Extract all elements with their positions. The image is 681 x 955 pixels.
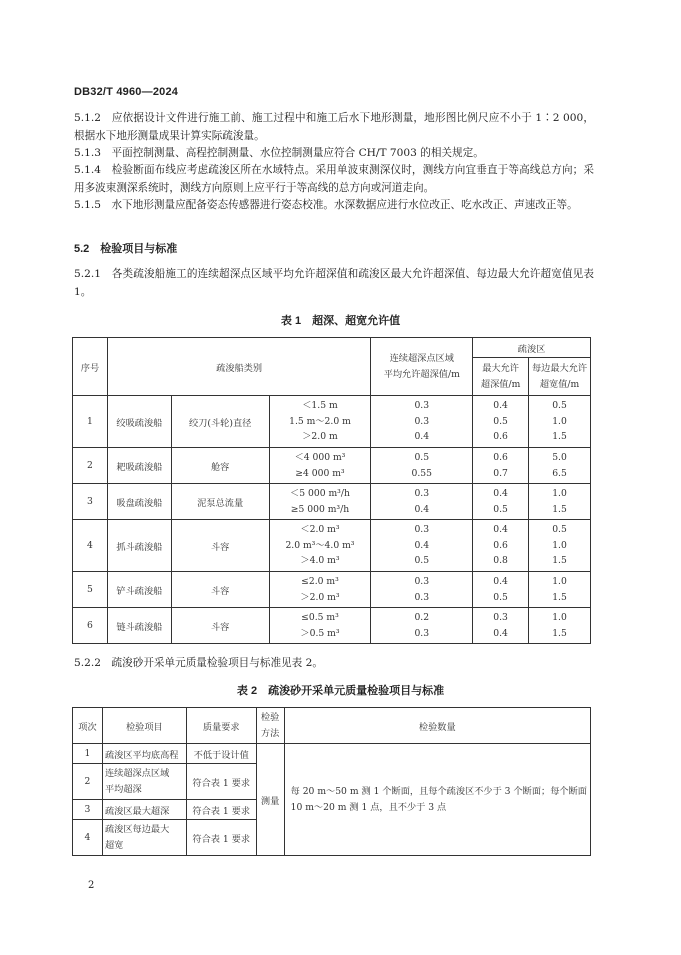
section-5-2-heading: 5.2 检验项目与标准 xyxy=(74,243,178,255)
t1-header-seq: 序号 xyxy=(73,338,108,396)
table-row: 1 绞吸疏浚船 绞刀(斗轮)直径 ＜1.5 m 1.5 m～2.0 m ＞2.0 m 0.3 0.3 0.4 0.4 0.5 0.6 0.5 1.0 1.5 xyxy=(73,396,591,448)
t2-method-cell: 测量 xyxy=(256,744,284,856)
t2-header-item: 检验项目 xyxy=(102,708,186,744)
t1-header-max-width: 每边最大允许 超宽值/m xyxy=(529,358,591,396)
table-row: 4 抓斗疏浚船 斗容 ＜2.0 m³ 2.0 m³～4.0 m³ ＞4.0 m³ 0.3 0.4 0.5 0.4 0.6 0.8 0.5 1.0 1.5 xyxy=(73,520,591,572)
t1-header-type: 疏浚船类别 xyxy=(107,338,370,396)
page-number: 2 xyxy=(88,880,95,891)
clause-5-1-5: 5.1.5 水下地形测量应配备姿态传感器进行姿态校准。水深数据应进行水位改正、吃水改正、声速改正等。 xyxy=(74,199,578,211)
table-row: 2 耙吸疏浚船 舱容 ＜4 000 m³ ≥4 000 m³ 0.5 0.55 0.6 0.7 5.0 6.5 xyxy=(73,448,591,484)
t1-header-max-depth: 最大允许 超深值/m xyxy=(473,358,529,396)
t2-header-qty: 检验数量 xyxy=(284,708,590,744)
clause-5-1-3: 5.1.3 平面控制测量、高程控制测量、水位控制测量应符合 CH/T 7003 的相关规定。 xyxy=(74,147,484,159)
table1-caption: 表 1 超深、超宽允许值 xyxy=(280,315,401,327)
table-row: 3 吸盘疏浚船 泥泵总流量 ＜5 000 m³/h ≥5 000 m³/h 0.3 0.4 0.4 0.5 1.0 1.5 xyxy=(73,484,591,520)
clause-5-2-2: 5.2.2 疏浚砂开采单元质量检验项目与标准见表 2。 xyxy=(74,657,323,669)
table1 xyxy=(72,337,591,644)
t2-header-req: 质量要求 xyxy=(186,708,256,744)
t1-header-zone: 疏浚区 xyxy=(473,338,591,358)
table-row: 1 疏浚区平均底高程 不低于设计值 测量 每 20 m～50 m 测 1 个断面，且每个疏浚区不少于 3 个断面；每个断面 10 m～20 m 测 1 点，且不少于 3 点 xyxy=(73,744,591,764)
table-row: 6 链斗疏浚船 斗容 ≤0.5 m³ ＞0.5 m³ 0.2 0.3 0.3 0.4 1.0 1.5 xyxy=(73,608,591,644)
table-row: 3 疏浚区最大超深 符合表 1 要求 xyxy=(73,800,591,820)
table-row: 5 铲斗疏浚船 斗容 ≤2.0 m³ ＞2.0 m³ 0.3 0.3 0.4 0.5 1.0 1.5 xyxy=(73,572,591,608)
table2-caption: 表 2 疏浚砂开采单元质量检验项目与标准 xyxy=(236,685,445,697)
table-row: 2 连续超深点区域 平均超深 符合表 1 要求 xyxy=(73,764,591,800)
clause-5-1-4: 5.1.4 检验断面布线应考虑疏浚区所在水域特点。采用单波束测深仪时，测线方向宜垂直于等高线总方向；采用多波束测深系统时，测线方向原则上应平行于等高线的总方向或河道走向。 xyxy=(74,164,594,194)
t1-header-avg: 连续超深点区域 平均允许超深值/m xyxy=(371,338,473,396)
doc-code-header: DB32/T 4960—2024 xyxy=(74,86,179,98)
t2-header-seq: 项次 xyxy=(73,708,103,744)
table-row: 4 疏浚区每边最大 超宽 符合表 1 要求 xyxy=(73,820,591,856)
clause-5-2-1: 5.2.1 各类疏浚船施工的连续超深点区域平均允许超深值和疏浚区最大允许超深值、每边最大允许超宽值见表 1。 xyxy=(74,268,594,298)
clause-5-1-2: 5.1.2 应依据设计文件进行施工前、施工过程中和施工后水下地形测量，地形图比例尺应不小于 1∶2 000，根据水下地形测量成果计算实际疏浚量。 xyxy=(74,112,594,142)
t2-header-method: 检验 方法 xyxy=(256,708,284,744)
table2 xyxy=(72,707,591,856)
t2-quantity-cell: 每 20 m～50 m 测 1 个断面，且每个疏浚区不少于 3 个断面；每个断面 10 m～20 m 测 1 点，且不少于 3 点 xyxy=(284,744,590,856)
